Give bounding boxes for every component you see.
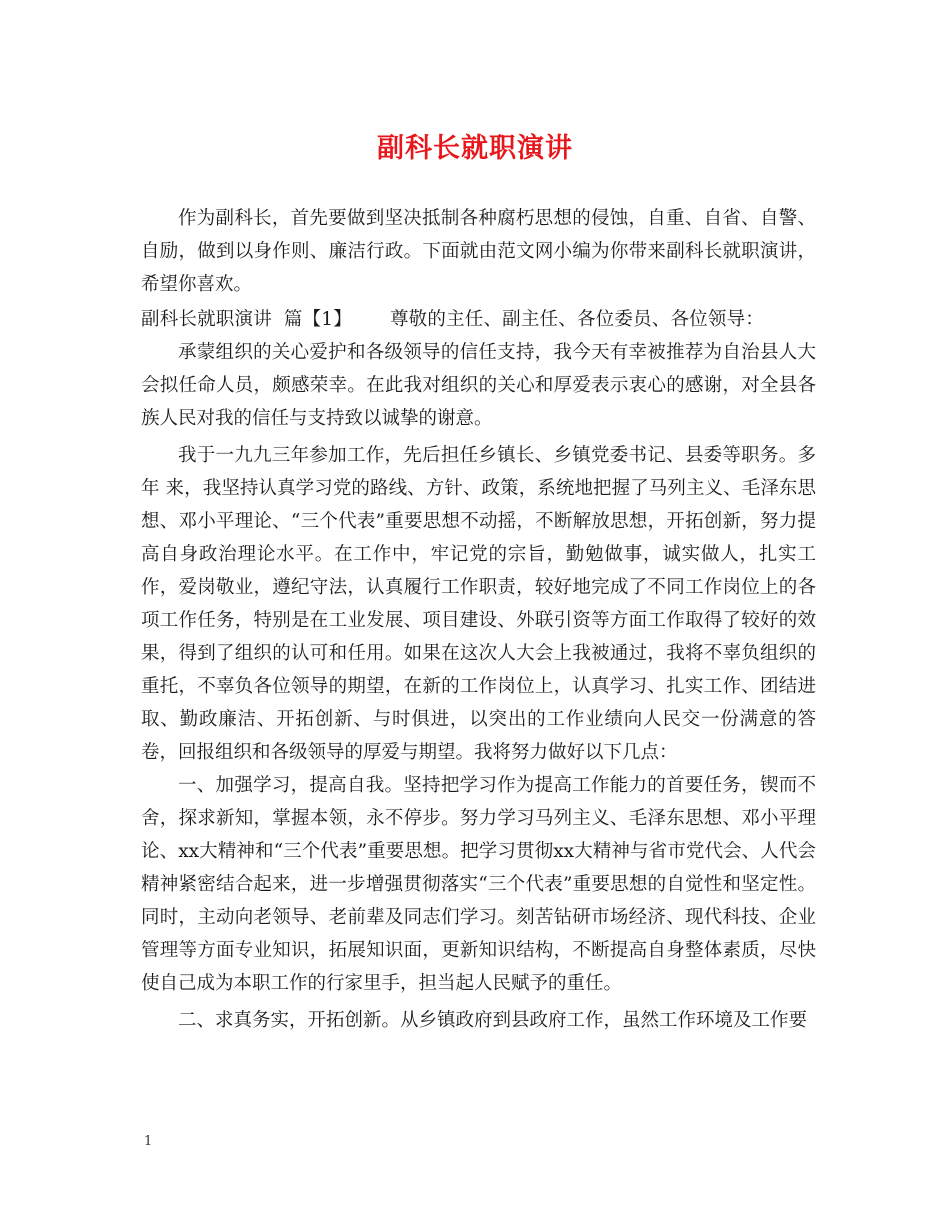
body-paragraph: 一、加强学习，提高自我。坚持把学习作为提高工作能力的首要任务，锲而不舍，探求新知，掌握本领，永不停步。努力学习马列主义、毛泽东思想、邓小平理论、xx大精神和“三个代表”重要思想。把学习贯彻xx大精神与省市党代会、人代会精神紧密结合起来，进一步增强贯彻落实“三个代表”重要思想的自觉性和坚定性。同时，主动向老领导、老前辈及同志们学习。刻苦钻研市场经济、现代科技、企业管理等方面专业知识，拓展知识面，更新知识结构，不断提高自身整体素质，尽快使自己成为本职工作的行家里手，担当起人民赋予的重任。 [141,775,816,994]
body-paragraph: 二、求真务实，开拓创新。从乡镇政府到县政府工作，虽然工作环境及工作要 [178,1010,808,1031]
document-title: 副科长就职演讲 [377,133,573,164]
document-body [141,202,816,1037]
speech-heading-label: 副科长就职演讲 [141,309,272,330]
page-number: 1 [144,1134,153,1149]
speech-part-label: 篇【1】 [283,309,352,330]
speech-greeting: 尊敬的主任、副主任、各位委员、各位领导： [389,309,764,330]
intro-paragraph: 作为副科长，首先要做到坚决抵制各种腐朽思想的侵蚀，自重、自省、自警、自励，做到以身作则、廉洁行政。下面就由范文网小编为你带来副科长就职演讲，希望你喜欢。 [141,208,816,295]
speech-heading [141,303,816,336]
body-paragraph: 我于一九九三年参加工作，先后担任乡镇长、乡镇党委书记、县委等职务。多年 来，我坚持认真学习党的路线、方针、政策，系统地把握了马列主义、毛泽东思想、邓小平理论、“三个代表”重要思想不动摇，不断解放思想，开拓创新，努力提高自身政治理论水平。在工作中，牢记党的宗旨，勤勉做事，诚实做人，扎实工作，爱岗敬业，遵纪守法，认真履行工作职责，较好地完成了不同工作岗位上的各项工作任务，特别是在工业发展、项目建设、外联引资等方面工作取得了较好的效果，得到了组织的认可和任用。如果在这次人大会上我被通过，我将不辜负组织的重托，不辜负各位领导的期望，在新的工作岗位上，认真学习、扎实工作、团结进取、勤政廉洁、开拓创新、与时俱进，以突出的工作业绩向人民交一份满意的答卷，回报组织和各级领导的厚爱与期望。我将努力做好以下几点： [141,445,816,763]
body-paragraph: 承蒙组织的关心爱护和各级领导的信任支持，我今天有幸被推荐为自治县人大会拟任命人员，颇感荣幸。在此我对组织的关心和厚爱表示衷心的感谢，对全县各族人民对我的信任与支持致以诚挚的谢意。 [141,342,816,429]
